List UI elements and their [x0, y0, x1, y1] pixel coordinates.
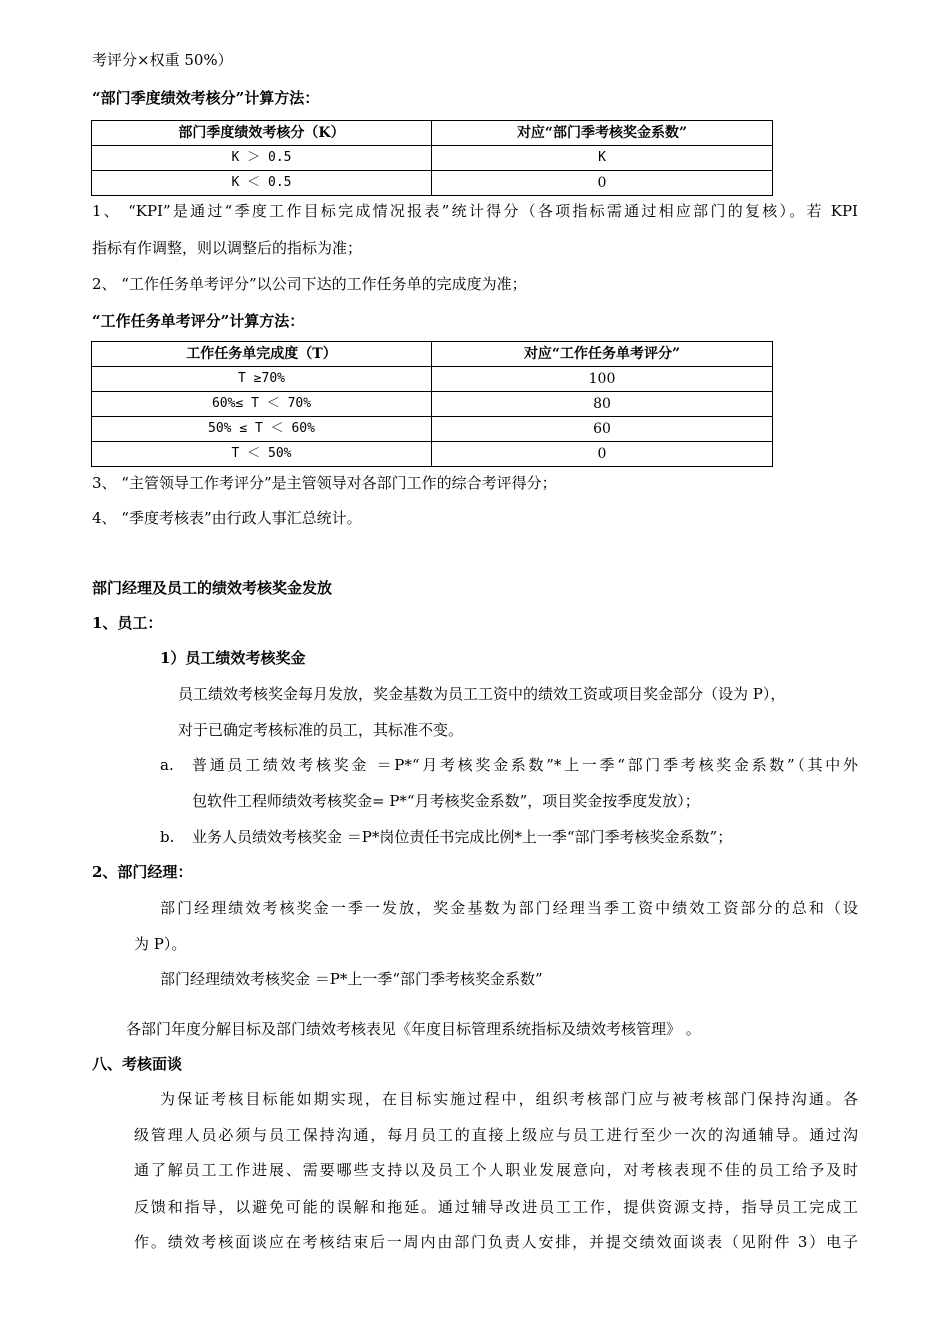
section-8-heading: 八、考核面谈 — [92, 1055, 183, 1073]
staff-paragraph-line-2: 对于已确定考核标准的员工，其标准不变。 — [178, 721, 464, 739]
list-item-3: 3、 “主管领导工作考评分”是主管领导对各部门工作的综合考评得分； — [92, 474, 557, 492]
table-header-cell: 工作任务单完成度（T） — [92, 342, 432, 367]
item-b-marker: b. — [160, 828, 175, 846]
table-cell: 60%≤ T ＜ 70% — [92, 392, 432, 417]
section-8-paragraph-line: 为保证考核目标能如期实现，在目标实施过程中，组织考核部门应与被考核部门保持沟通。各 — [160, 1090, 858, 1108]
manager-paragraph-line-1: 部门经理绩效考核奖金一季一发放，奖金基数为部门经理当季工资中绩效工资部分的总和（设 — [160, 899, 858, 917]
table-header-cell: 对应“工作任务单考评分” — [432, 342, 773, 367]
table-cell: 50% ≤ T ＜ 60% — [92, 417, 432, 442]
manager-paragraph-line-2: 为 P）。 — [134, 935, 187, 953]
staff-paragraph-line-1: 员工绩效考核奖金每月发放，奖金基数为员工工资中的绩效工资或项目奖金部分（设为 P）， — [178, 685, 786, 703]
reference-line: 各部门年度分解目标及部门绩效考核表见《年度目标管理系统指标及绩效考核管理》 。 — [126, 1020, 701, 1038]
table-header-cell: 对应“部门季考核奖金系数” — [432, 121, 773, 146]
t-calculation-heading: “工作任务单考评分”计算方法： — [92, 312, 305, 330]
list-item-1-line-2: 指标有作调整，则以调整后的指标为准； — [92, 239, 363, 257]
continued-text-line: 考评分×权重 50%） — [92, 51, 233, 69]
table-cell: K — [432, 146, 773, 171]
table-row — [92, 171, 773, 196]
table-row — [92, 392, 773, 417]
table-cell: 80 — [432, 392, 773, 417]
table-cell: T ＜ 50% — [92, 442, 432, 467]
table-header-row — [92, 121, 773, 146]
item-a-line-1: 普通员工绩效考核奖金 ＝P*“月考核奖金系数”*上一季“部门季考核奖金系数”（其中外 — [192, 756, 858, 774]
manager-heading: 2、部门经理： — [92, 863, 193, 881]
task-score-table — [91, 341, 773, 467]
table-header-cell: 部门季度绩效考核分（K） — [92, 121, 432, 146]
table-header-row — [92, 342, 773, 367]
list-item-1-line-1: 1、 “KPI”是通过“季度工作目标完成情况报表”统计得分（各项指标需通过相应部门的复核）。若 KPI — [92, 202, 858, 220]
table-cell: 0 — [432, 442, 773, 467]
k-score-table — [91, 120, 773, 196]
section-8-paragraph-line: 作。绩效考核面谈应在考核结束后一周内由部门负责人安排，并提交绩效面谈表（见附件 3）电子 — [134, 1233, 858, 1251]
section-8-paragraph-line: 级管理人员必须与员工保持沟通，每月员工的直接上级应与员工进行至少一次的沟通辅导。通过沟 — [134, 1126, 858, 1144]
table-cell: 100 — [432, 367, 773, 392]
table-cell: 60 — [432, 417, 773, 442]
manager-formula: 部门经理绩效考核奖金 ＝P*上一季“部门季考核奖金系数” — [160, 970, 543, 988]
table-cell: 0 — [432, 171, 773, 196]
list-item-2: 2、 “工作任务单考评分”以公司下达的工作任务单的完成度为准； — [92, 275, 527, 293]
table-row — [92, 417, 773, 442]
section-8-paragraph-line: 通了解员工工作进展、需要哪些支持以及员工个人职业发展意向，对考核表现不佳的员工给予及时 — [134, 1161, 858, 1179]
table-row — [92, 146, 773, 171]
table-cell: T ≥70% — [92, 367, 432, 392]
item-a-line-2: 包软件工程师绩效考核奖金= P*“月考核奖金系数”，项目奖金按季度发放）； — [192, 792, 700, 810]
bonus-section-heading: 部门经理及员工的绩效考核奖金发放 — [92, 579, 333, 597]
staff-sub-heading: 1）员工绩效考核奖金 — [160, 649, 306, 667]
section-8-paragraph-line: 反馈和指导，以避免可能的误解和拖延。通过辅导改进员工工作，提供资源支持，指导员工完成工 — [134, 1198, 858, 1216]
table-cell: K ＞ 0.5 — [92, 146, 432, 171]
table-row — [92, 442, 773, 467]
table-cell: K ＜ 0.5 — [92, 171, 432, 196]
staff-heading: 1、员工： — [92, 614, 163, 632]
item-b: 业务人员绩效考核奖金 ＝P*岗位责任书完成比例*上一季“部门季考核奖金系数”； — [192, 828, 733, 846]
item-a-marker: a. — [160, 756, 174, 774]
table-row — [92, 367, 773, 392]
list-item-4: 4、 “季度考核表”由行政人事汇总统计。 — [92, 509, 362, 527]
k-calculation-heading: “部门季度绩效考核分”计算方法： — [92, 89, 320, 107]
